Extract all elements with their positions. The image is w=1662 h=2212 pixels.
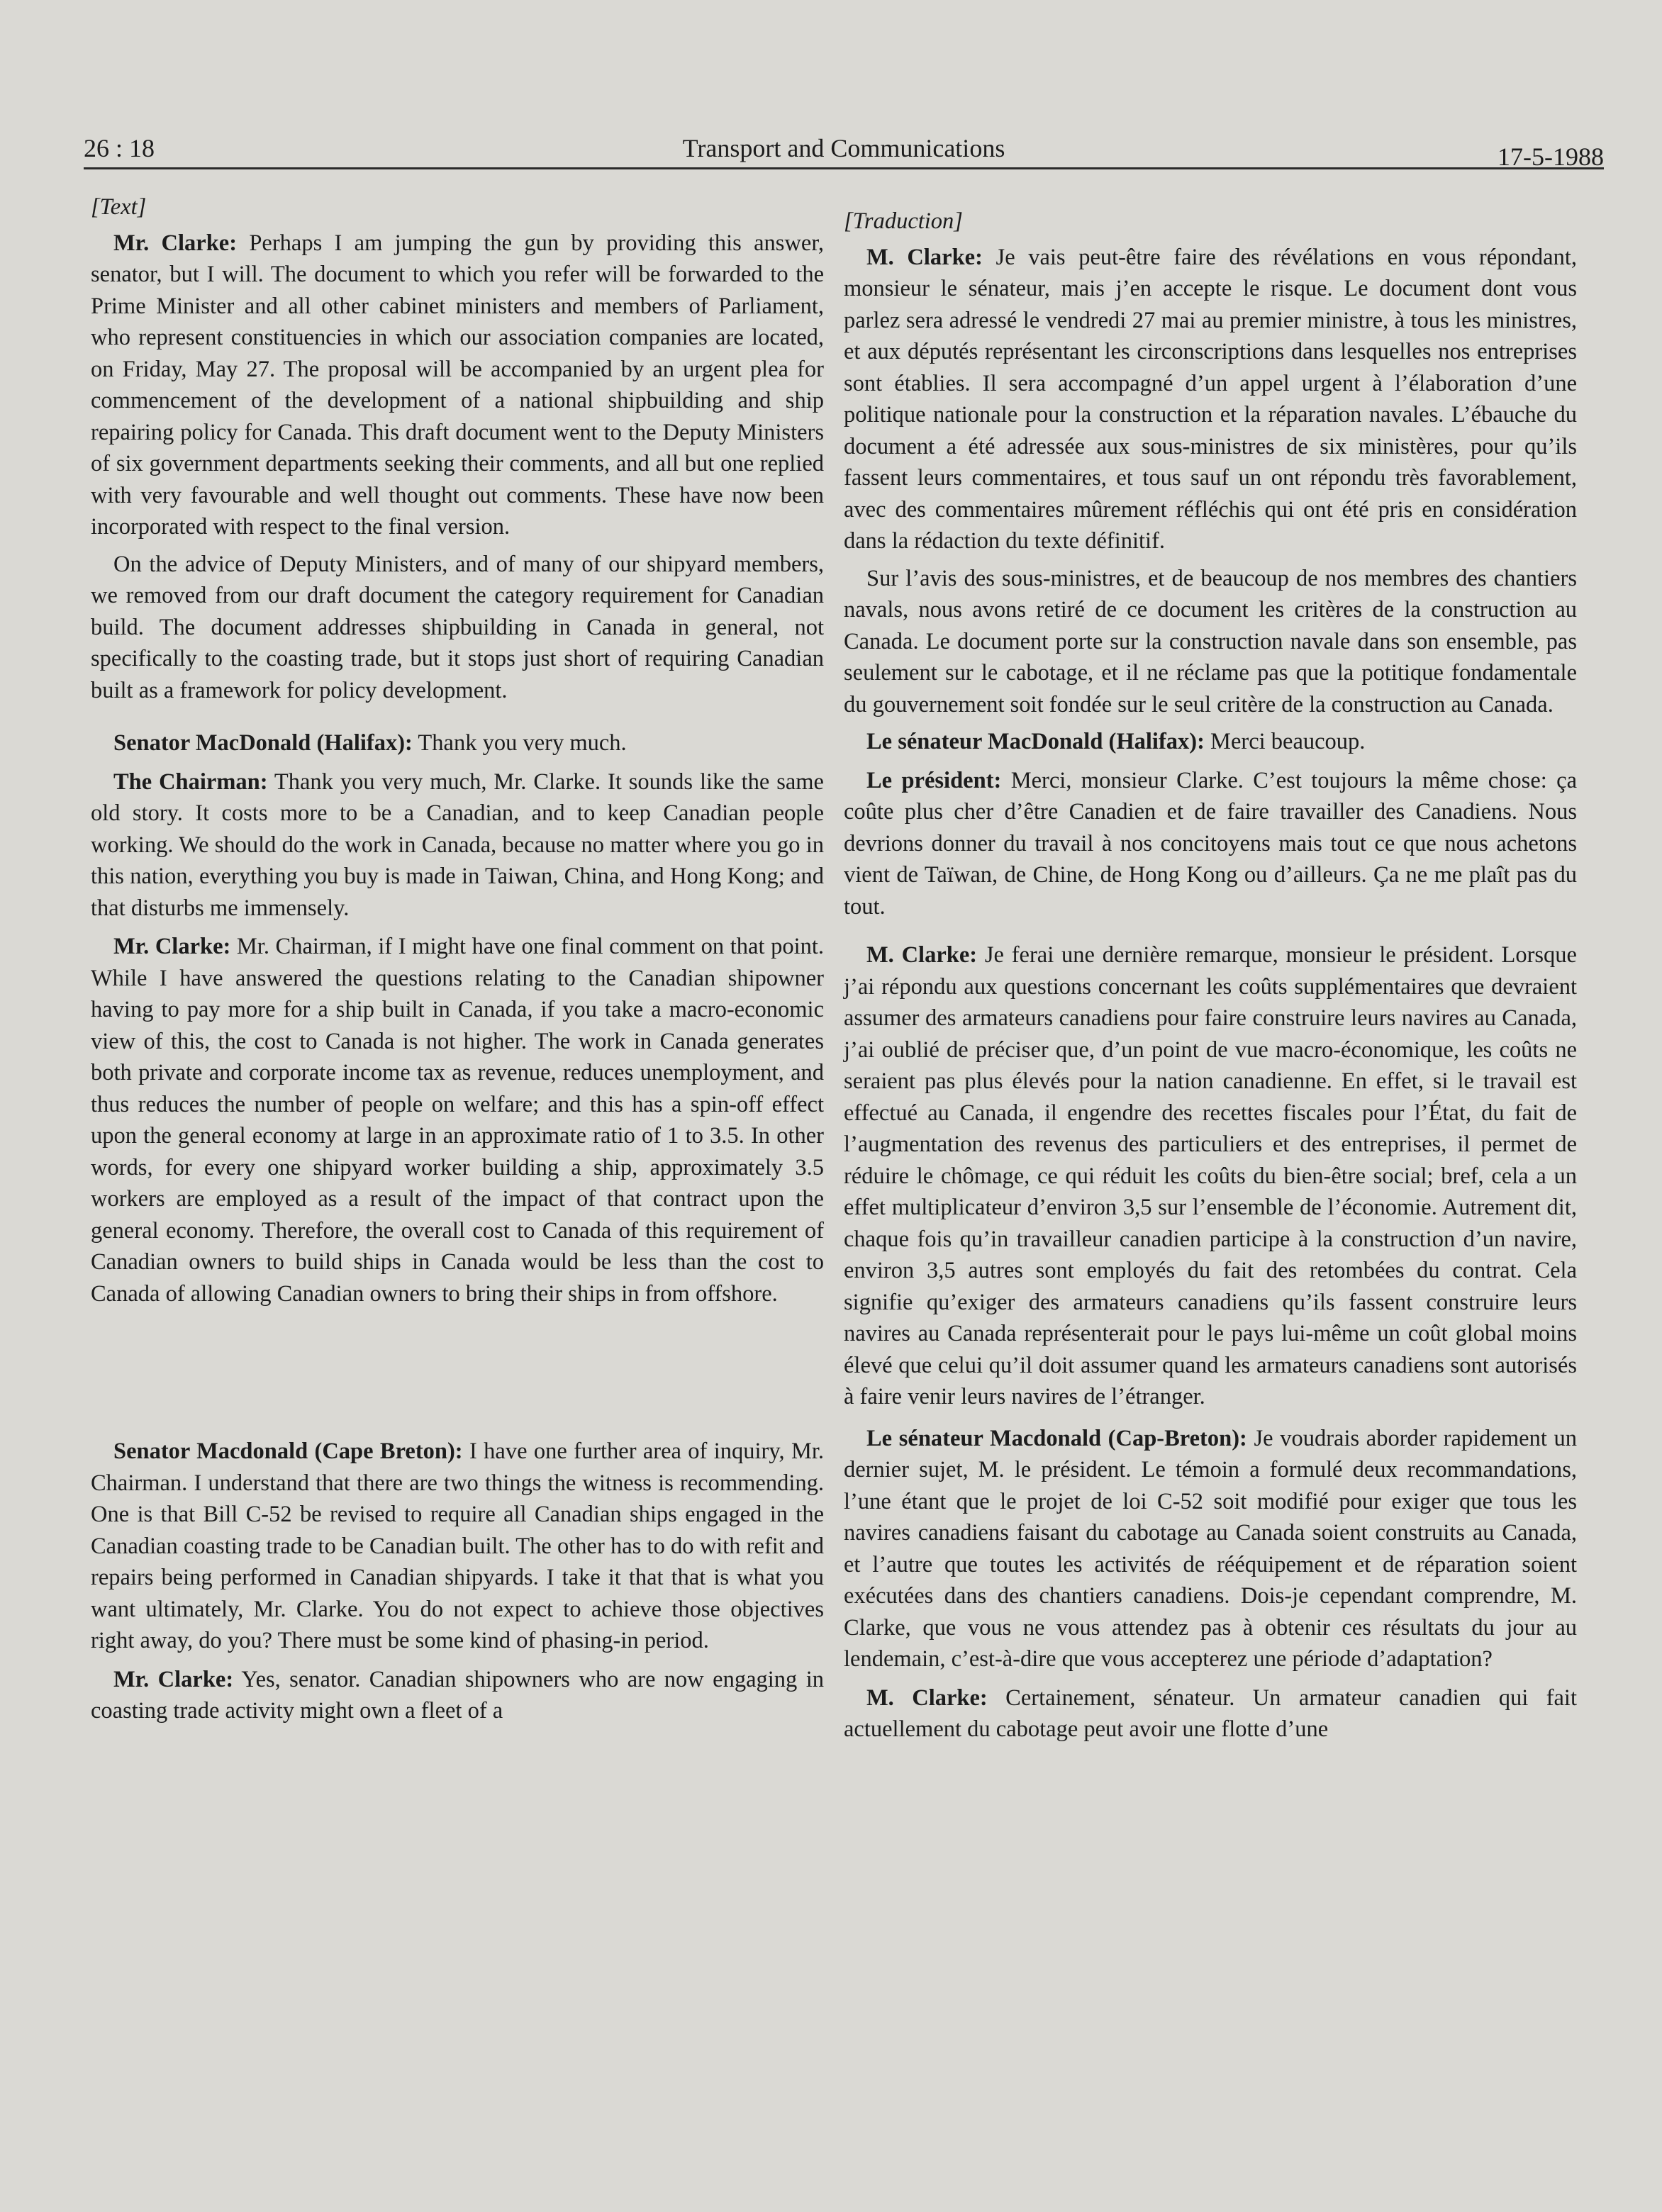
- speaker-name: Le sénateur Macdonald (Cap-Breton):: [866, 1425, 1247, 1451]
- paragraph-text: Thank you very much.: [412, 730, 627, 756]
- english-column: [91, 191, 824, 1727]
- running-title: Transport and Communications: [682, 134, 1005, 162]
- paragraph-text: Sur l’avis des sous-ministres, et de beaucoup de nos membres des chantiers navals, nous avons retiré de ce document les critères de la construction au Canada. Le document porte sur la construction navale dans son ensemble, pas seulement sur le cabotage, et il ne réclame pas que la potitique fondamentale du gouvernement soit fondée sur le seul critère de la construction au Canada.: [844, 565, 1577, 717]
- speaker-name: Senator Macdonald (Cape Breton):: [113, 1439, 463, 1464]
- speaker-name: Le président:: [866, 767, 1002, 793]
- paragraph: [844, 242, 1577, 557]
- paragraph: [844, 726, 1577, 758]
- paragraph: [844, 1682, 1577, 1745]
- paragraph-text: On the advice of Deputy Ministers, and of many of our shipyard members, we removed from our draft document the category requirement for Canadian build. The document addresses shipbuilding in Canada in general, not specifically to the coasting trade, but it stops just short of requiring Canadian built as a framework for policy development.: [91, 551, 824, 703]
- paragraph-text: Merci beaucoup.: [1204, 729, 1366, 754]
- paragraph-text: Je vais peut-être faire des révélations en vous répondant, monsieur le sénateur, mais j’en accepte le risque. Le document dont vous parlez sera adressé le vendredi 27 mai au premier ministre, à tous les ministres, et aux députés représentant les circonscriptions dans lesquelles nos entreprises sont établies. Il sera accompagné d’un appel urgent à l’élaboration d’une politique nationale pour la construction et la réparation navales. L’ébauche du document a été adressée aux sous-ministres de six ministères, pour qu’ils fassent leurs commentaires, et tous sauf un ont répondu très favorablement, avec des commentaires mûrement réfléchis qui ont été pris en considération dans la rédaction du texte définitif.: [844, 244, 1577, 554]
- paragraph-text: Perhaps I am jumping the gun by providing this answer, senator, but I will. The document to which you refer will be forwarded to the Prime Minister and all other cabinet ministers and members of Parliament, who represent constituencies in which our association companies are located, on Friday, May 27. The proposal will be accompanied by an urgent plea for commencement of the development of a national shipbuilding and ship repairing policy for Canada. This draft document went to the Deputy Ministers of six government departments seeking their comments, and all but one replied with very favourable and well thought out comments. These have now been incorporated with respect to the final version.: [91, 230, 824, 540]
- french-column: [844, 206, 1577, 1745]
- paragraph: [91, 727, 824, 759]
- translation-label: [Traduction]: [844, 208, 963, 234]
- paragraph-text: Je voudrais aborder rapidement un dernier sujet, M. le président. Le témoin a formulé deux recommandations, l’une étant que le projet de loi C-52 soit modifié pour exiger que tous les navires canadiens faisant du cabotage au Canada soient construits au Canada, et l’autre que toutes les activités de rééquipement et de réparation soient exécutées dans des chantiers canadiens. Dois-je cependant comprendre, M. Clarke, que vous ne vous attendez pas à obtenir ces résultats du jour au lendemain, c’est-à-dire que vous accepterez une période d’adaptation?: [844, 1425, 1577, 1672]
- paragraph-text: Thank you very much, Mr. Clarke. It sounds like the same old story. It costs more to be a Canadian, and to keep Canadian people working. We should do the work in Canada, because no matter where you go in this nation, everything you buy is made in Taiwan, China, and Hong Kong; and that disturbs me immensely.: [91, 769, 824, 921]
- paragraph-text: I have one further area of inquiry, Mr. Chairman. I understand that there are two things the witness is recommending. One is that Bill C-52 be revised to require all Canadian ships engaged in the Canadian coasting trade to be Canadian built. The other has to do with refit and repairs being performed in Canadian shipyards. I take it that that is what you want ultimately, Mr. Clarke. You do not expect to achieve those objectives right away, do you? There must be some kind of phasing-in period.: [91, 1439, 824, 1653]
- speaker-name: M. Clarke:: [866, 244, 983, 270]
- paragraph: [91, 1664, 824, 1727]
- page-header: [84, 125, 1604, 169]
- speaker-name: M. Clarke:: [866, 1685, 988, 1711]
- paragraph: [91, 766, 824, 925]
- header-date: 17-5-1988: [1498, 143, 1604, 171]
- speaker-name: Mr. Clarke:: [113, 230, 238, 256]
- paragraph: [91, 549, 824, 707]
- speaker-name: Mr. Clarke:: [113, 1666, 234, 1692]
- paragraph: [844, 1423, 1577, 1675]
- paragraph-text: Yes, senator. Canadian shipowners who are now engaging in coasting trade activity might own a fleet of a: [91, 1666, 824, 1724]
- paragraph: [844, 765, 1577, 923]
- page-number: 26 : 18: [84, 134, 155, 162]
- paragraph: [91, 931, 824, 1309]
- speaker-name: Senator MacDonald (Halifax):: [113, 730, 413, 756]
- speaker-name: The Chairman:: [113, 769, 268, 795]
- speaker-name: Mr. Clarke:: [113, 934, 231, 959]
- speaker-name: Le sénateur MacDonald (Halifax):: [866, 729, 1205, 754]
- text-label: [Text]: [91, 194, 147, 220]
- paragraph: [844, 939, 1577, 1413]
- paragraph: [91, 228, 824, 543]
- paragraph-text: Merci, monsieur Clarke. C’est toujours la même chose: ça coûte plus cher d’être Canadien et de faire travailler des Canadiens. Nous devrions donner du travail à nos concitoyens mais tout ce que nous achetons vient de Taïwan, de Chine, de Hong Kong ou d’ailleurs. Ça ne me plaît pas du tout.: [844, 767, 1577, 920]
- paragraph-text: Certainement, sénateur. Un armateur canadien qui fait actuellement du cabotage peut avoir une flotte d’une: [844, 1685, 1577, 1742]
- speaker-name: M. Clarke:: [866, 942, 978, 968]
- paragraph-text: Mr. Chairman, if I might have one final comment on that point. While I have answered the questions relating to the Canadian shipowner having to pay more for a ship built in Canada, if you take a macro-economic view of this, the cost to Canada is not higher. The work in Canada generates both private and corporate income tax as revenue, reduces unemployment, and thus reduces the number of people on welfare; and this has a spin-off effect upon the general economy at large in an approximate ratio of 1 to 3.5. In other words, for every one shipyard worker building a ship, approximately 3.5 workers are employed as a result of the impact of that contract upon the general economy. Therefore, the overall cost to Canada of this requirement of Canadian owners to build ships in Canada would be less than the cost to Canada of allowing Canadian owners to bring their ships in from offshore.: [91, 934, 824, 1307]
- paragraph: [844, 563, 1577, 721]
- paragraph-text: Je ferai une dernière remarque, monsieur le président. Lorsque j’ai répondu aux questions concernant les coûts supplémentaires que devraient assumer des armateurs canadiens pour faire construire leurs navires au Canada, j’ai oublié de préciser que, d’un point de vue macro-économique, les coûts ne seraient pas plus élevés pour la nation canadienne. En effet, si le travail est effectué au Canada, il engendre des recettes fiscales pour l’État, du fait de l’augmentation des revenus des particuliers et des entreprises, il permet de réduire le chômage, ce qui réduit les coûts du bien-être social; bref, cela a un effet multiplicateur d’environ 3,5 sur l’ensemble de l’économie. Autrement dit, chaque fois qu’in travailleur canadien participe à la construction d’un navire, environ 3,5 autres sont employés du fait des retombées du contrat. Cela signifie qu’exiger des armateurs canadiens qu’ils fassent construire leurs navires au Canada représenterait pour le pays lui-même un coût global moins élevé que celui qu’il doit assumer quand les armateurs canadiens sont autorisés à faire venir leurs navires de l’étranger.: [844, 942, 1577, 1409]
- paragraph: [91, 1436, 824, 1657]
